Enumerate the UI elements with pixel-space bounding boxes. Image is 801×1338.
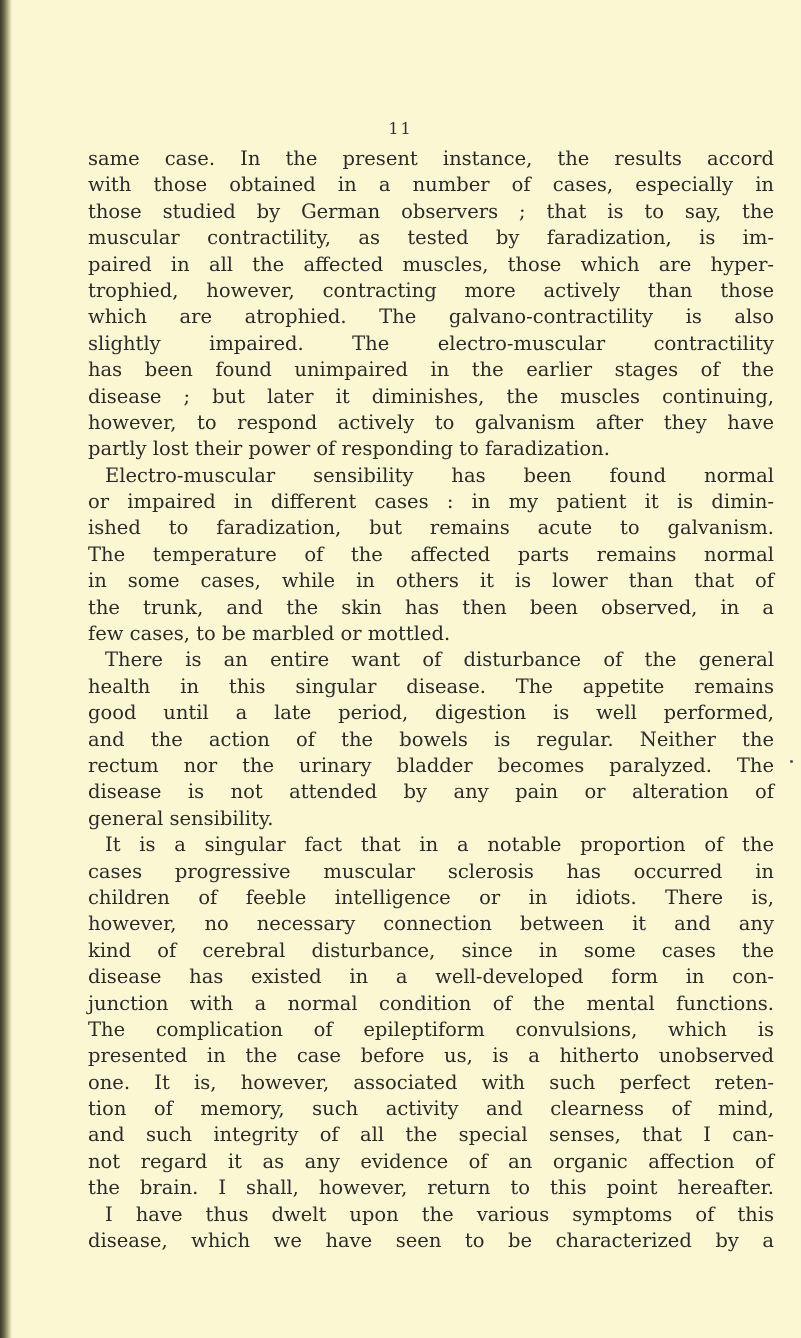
text-line: health in this singular disease. The appetite remains bbox=[88, 674, 774, 698]
text-line: presented in the case before us, is a hitherto unobserved bbox=[88, 1044, 774, 1068]
text-line: however, to respond actively to galvanism after they have bbox=[88, 410, 774, 434]
text-line: those studied by German observers ; that is to say, the bbox=[88, 199, 774, 223]
text-line: good until a late period, digestion is well performed, bbox=[88, 701, 774, 725]
text-line: junction with a normal condition of the mental functions. bbox=[88, 991, 774, 1015]
page-number: 11 bbox=[388, 119, 413, 138]
text-line: however, no necessary connection between it and any bbox=[88, 912, 774, 936]
text-line: the trunk, and the skin has then been observed, in a bbox=[88, 595, 774, 619]
text-line: rectum nor the urinary bladder becomes paralyzed. The bbox=[88, 753, 774, 777]
text-line: cases progressive muscular sclerosis has occurred in bbox=[88, 859, 774, 883]
text-line: and the action of the bowels is regular. Neither the bbox=[88, 727, 774, 751]
text-line: disease is not attended by any pain or alteration of bbox=[88, 780, 774, 804]
text-line: the brain. I shall, however, return to this point hereafter. bbox=[88, 1176, 774, 1200]
text-line: slightly impaired. The electro-muscular contractility bbox=[88, 331, 774, 355]
text-line: has been found unimpaired in the earlier stages of the bbox=[88, 358, 774, 382]
text-line: muscular contractility, as tested by faradization, is im- bbox=[88, 226, 774, 250]
page-spine-shadow bbox=[0, 0, 12, 1338]
text-line: It is a singular fact that in a notable proportion of the bbox=[105, 833, 774, 857]
text-line: not regard it as any evidence of an organic affection of bbox=[88, 1149, 774, 1173]
body-text bbox=[88, 146, 774, 1254]
text-line: which are atrophied. The galvano-contractility is also bbox=[88, 305, 774, 329]
text-line: partly lost their power of responding to faradization. bbox=[88, 437, 610, 461]
text-line: disease ; but later it diminishes, the muscles continuing, bbox=[88, 384, 774, 408]
text-line: general sensibility. bbox=[88, 806, 274, 830]
text-line: Electro-muscular sensibility has been found normal bbox=[105, 463, 774, 487]
text-line: and such integrity of all the special senses, that I can- bbox=[88, 1123, 774, 1147]
text-line: tion of memory, such activity and clearness of mind, bbox=[88, 1097, 774, 1121]
text-line: ished to faradization, but remains acute to galvanism. bbox=[88, 516, 774, 540]
text-line: disease, which we have seen to be characterized by a bbox=[88, 1229, 774, 1253]
text-line: The complication of epileptiform convulsions, which is bbox=[88, 1017, 774, 1041]
text-line: paired in all the affected muscles, those which are hyper- bbox=[88, 252, 774, 276]
text-line: or impaired in different cases : in my patient it is dimin- bbox=[88, 490, 774, 514]
text-line: in some cases, while in others it is lower than that of bbox=[88, 569, 774, 593]
text-line: one. It is, however, associated with such perfect reten- bbox=[88, 1070, 774, 1094]
text-line: I have thus dwelt upon the various symptoms of this bbox=[105, 1202, 774, 1226]
margin-speck bbox=[790, 760, 793, 763]
text-line: few cases, to be marbled or mottled. bbox=[88, 622, 451, 646]
text-line: children of feeble intelligence or in idiots. There is, bbox=[88, 885, 774, 909]
text-line: There is an entire want of disturbance of the general bbox=[105, 648, 774, 672]
text-line: with those obtained in a number of cases, especially in bbox=[88, 173, 774, 197]
text-line: disease has existed in a well-developed form in con- bbox=[88, 965, 774, 989]
text-line: trophied, however, contracting more actively than those bbox=[88, 278, 774, 302]
text-line: same case. In the present instance, the results accord bbox=[88, 147, 774, 170]
text-line: kind of cerebral disturbance, since in some cases the bbox=[88, 938, 774, 962]
text-line: The temperature of the affected parts remains normal bbox=[88, 542, 774, 566]
